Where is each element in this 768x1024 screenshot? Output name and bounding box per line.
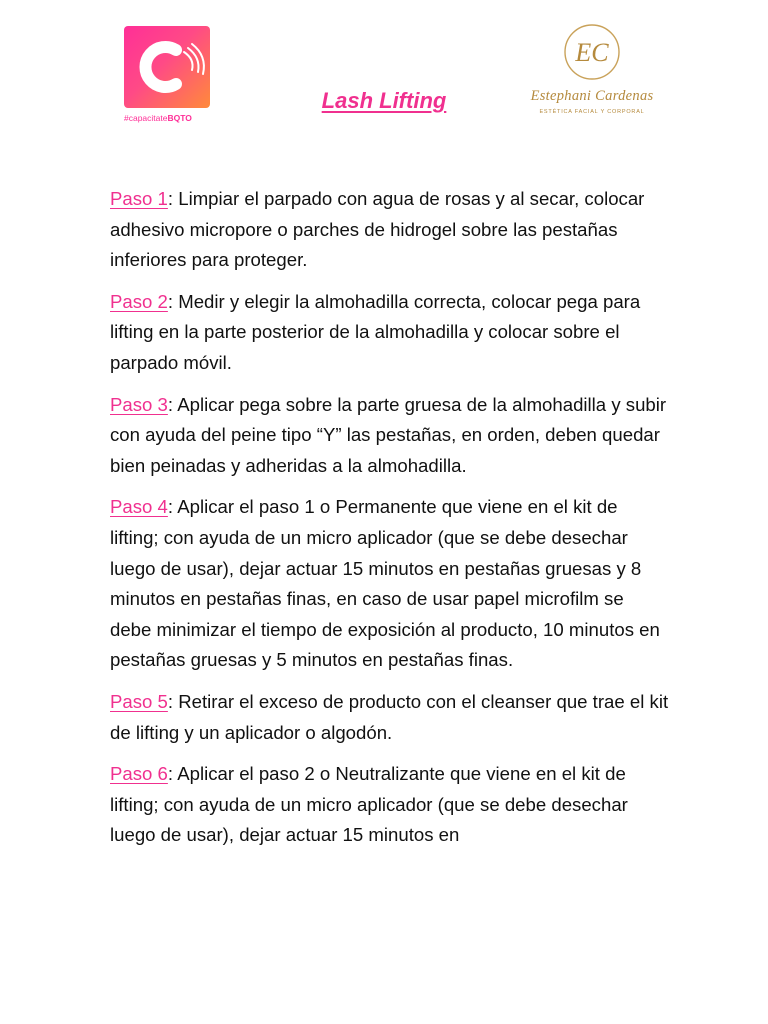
step-5-text: : Retirar el exceso de producto con el cleanser que trae el kit de lifting y un aplicador o algodón. <box>110 690 669 743</box>
steps-list <box>110 184 670 862</box>
step-5-label: Paso 5 <box>110 690 168 712</box>
step-1-text: : Limpiar el parpado con agua de rosas y al secar, colocar adhesivo micropore o parches de hidrogel sobre las pestañas inferiores para proteger. <box>110 188 645 271</box>
logo-subtitle: ESTÉTICA FACIAL Y CORPORAL <box>539 109 645 115</box>
step-6 <box>110 759 670 851</box>
step-4 <box>110 492 670 676</box>
page-title: Lash Lifting <box>321 88 447 113</box>
step-4-label: Paso 4 <box>110 496 168 518</box>
step-3 <box>110 390 670 482</box>
step-1 <box>110 184 670 276</box>
step-2-label: Paso 2 <box>110 290 168 312</box>
step-3-label: Paso 3 <box>110 393 168 415</box>
step-5 <box>110 687 670 748</box>
step-1-label: Paso 1 <box>110 188 168 209</box>
step-6-text: : Aplicar el paso 2 o Neutralizante que viene en el kit de lifting; con ayuda de un micro aplicador (que se debe desechar luego de usar), dejar actuar 15 minutos en <box>110 763 628 846</box>
step-2-text: : Medir y elegir la almohadilla correcta, colocar pega para lifting en la parte posterior de la almohadilla y colocar sobre el parpado móvil. <box>110 290 641 373</box>
capacitate-tagline: #capacitateBQTO <box>124 112 210 124</box>
ec-monogram-icon <box>562 22 622 82</box>
step-3-text: : Aplicar pega sobre la parte gruesa de la almohadilla y subir con ayuda del peine tipo “Y” las pestañas, en orden, deben quedar bien peinadas y adheridas a la almohadilla. <box>110 393 667 476</box>
step-6-label: Paso 6 <box>110 763 168 785</box>
logo-name: Estephani Cardenas <box>530 88 654 104</box>
svg-text:EC: EC <box>575 38 609 67</box>
step-2 <box>110 287 670 379</box>
step-4-text: : Aplicar el paso 1 o Permanente que viene en el kit de lifting; con ayuda de un micro aplicador (que se debe desechar luego de usar), dejar actuar 15 minutos en pestañas gruesas y 8 minutos en pestañas finas, en caso de usar papel microfilm se debe minimizar el tiempo de exposición al producto, 10 minutos en pestañas gruesas y 5 minutos en pestañas finas. <box>110 496 660 671</box>
